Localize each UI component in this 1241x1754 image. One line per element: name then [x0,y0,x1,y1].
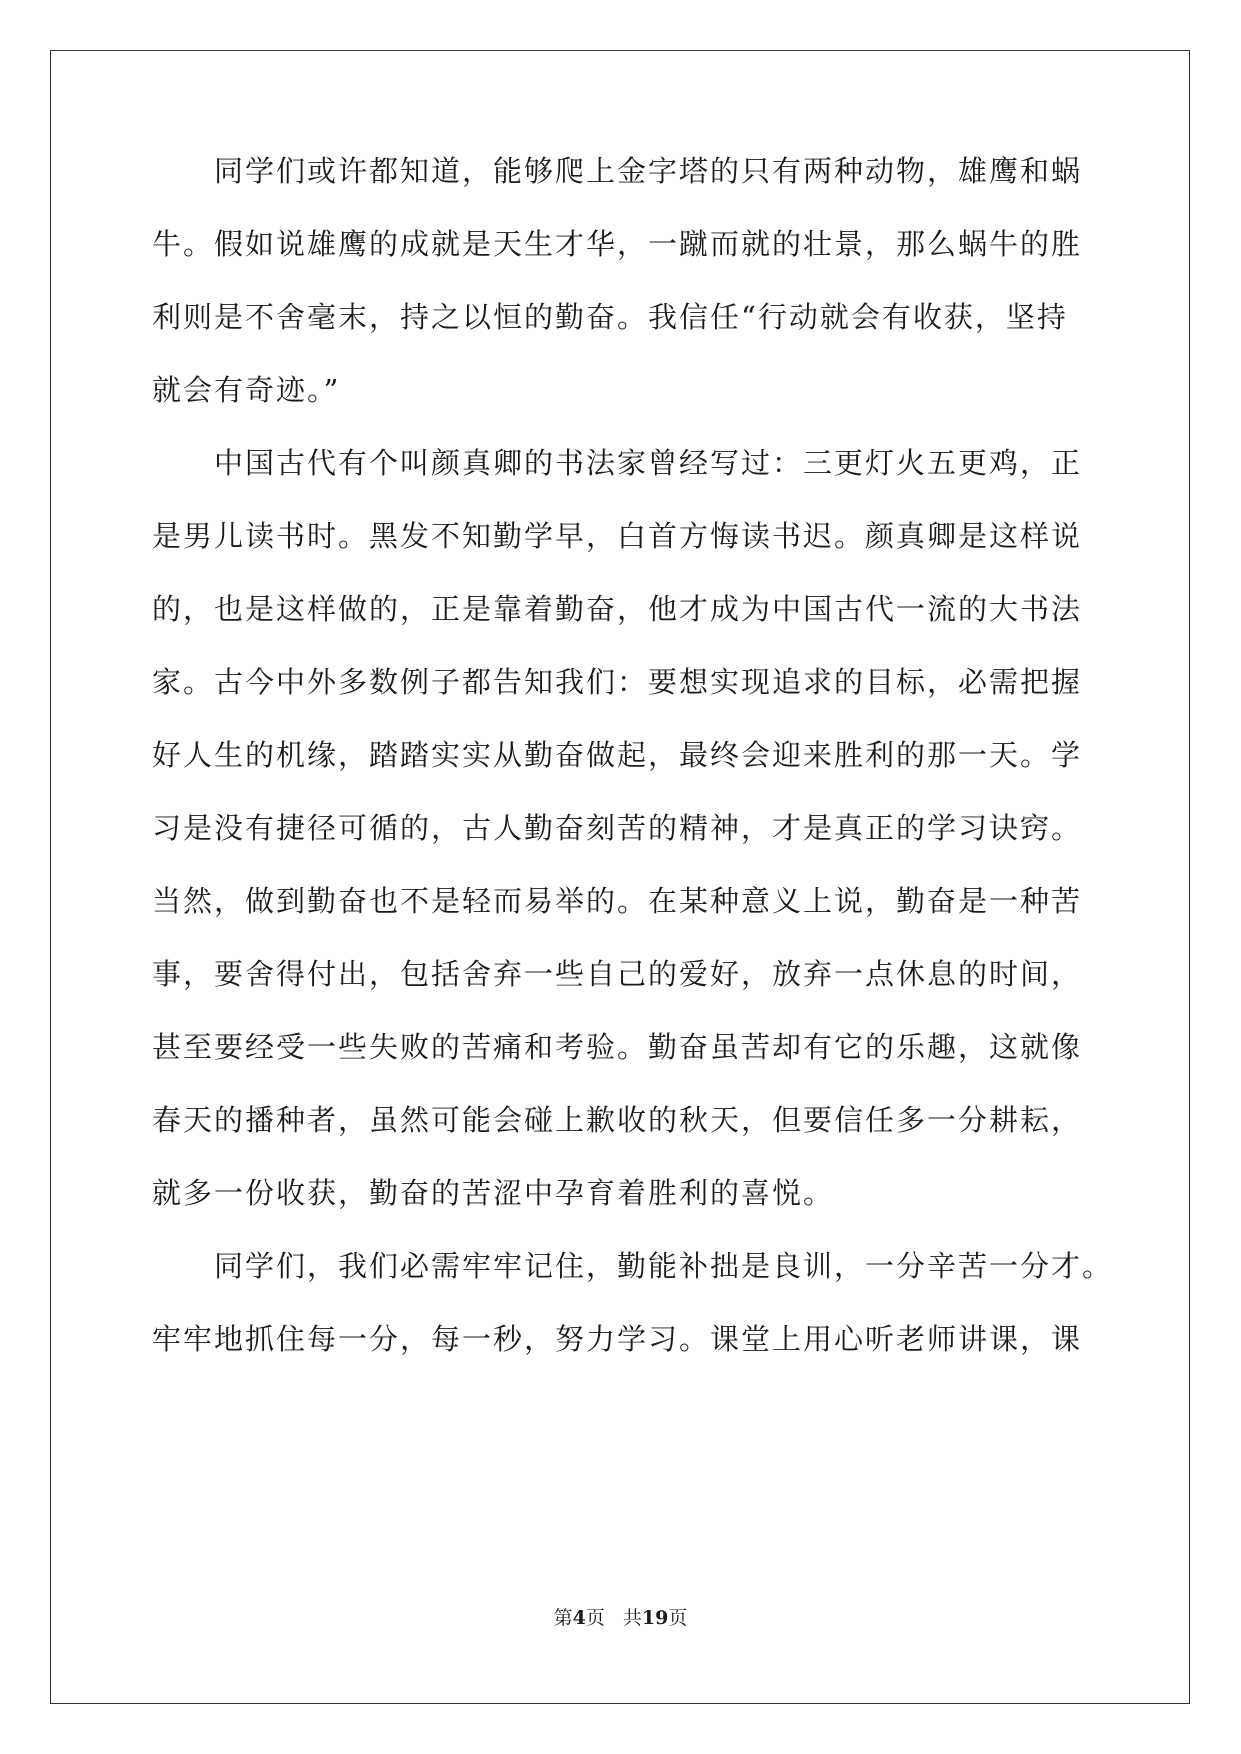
page-suffix: 页 [585,1607,605,1629]
page-prefix: 第 [553,1607,573,1629]
text-line: 习是没有捷径可循的，古人勤奋刻苦的精神，才是真正的学习诀窍。 [152,811,1083,845]
total-pages: 19 [641,1607,669,1629]
text-line: 的，也是这样做的，正是靠着勤奋，他才成为中国古代一流的大书法 [152,592,1083,626]
text-line: 家。古今中外多数例子都告知我们：要想实现追求的目标，必需把握 [152,665,1083,699]
page-number: 4 [572,1607,586,1629]
total-suffix: 页 [668,1607,688,1629]
text-line: 春天的播种者，虽然可能会碰上歉收的秋天，但要信任多一分耕耘， [152,1103,1083,1137]
total-prefix: 共 [622,1607,642,1629]
text-line: 中国古代有个叫颜真卿的书法家曾经写过：三更灯火五更鸡，正 [152,446,1083,480]
text-line: 事，要舍得付出，包括舍弃一些自己的爱好，放弃一点休息的时间， [152,957,1083,991]
text-line: 是男儿读书时。黑发不知勤学早，白首方悔读书迟。颜真卿是这样说 [152,519,1083,553]
page-footer [0,1606,1241,1630]
text-line: 好人生的机缘，踏踏实实从勤奋做起，最终会迎来胜利的那一天。学 [152,738,1083,772]
text-line: 就会有奇迹。” [152,373,341,407]
text-line: 甚至要经受一些失败的苦痛和考验。勤奋虽苦却有它的乐趣，这就像 [152,1030,1083,1064]
text-line: 同学们，我们必需牢牢记住，勤能补拙是良训，一分辛苦一分才。 [152,1249,1114,1283]
text-line: 就多一份收获，勤奋的苦涩中孕育着胜利的喜悦。 [152,1176,835,1210]
text-line: 利则是不舍毫末，持之以恒的勤奋。我信任“行动就会有收获，坚持 [152,300,1068,334]
text-line: 牛。假如说雄鹰的成就是天生才华，一蹴而就的壮景，那么蜗牛的胜 [152,227,1083,261]
text-line: 当然，做到勤奋也不是轻而易举的。在某种意义上说，勤奋是一种苦 [152,884,1083,918]
text-line: 同学们或许都知道，能够爬上金字塔的只有两种动物，雄鹰和蜗 [152,154,1083,188]
text-line: 牢牢地抓住每一分，每一秒，努力学习。课堂上用心听老师讲课，课 [152,1322,1083,1356]
